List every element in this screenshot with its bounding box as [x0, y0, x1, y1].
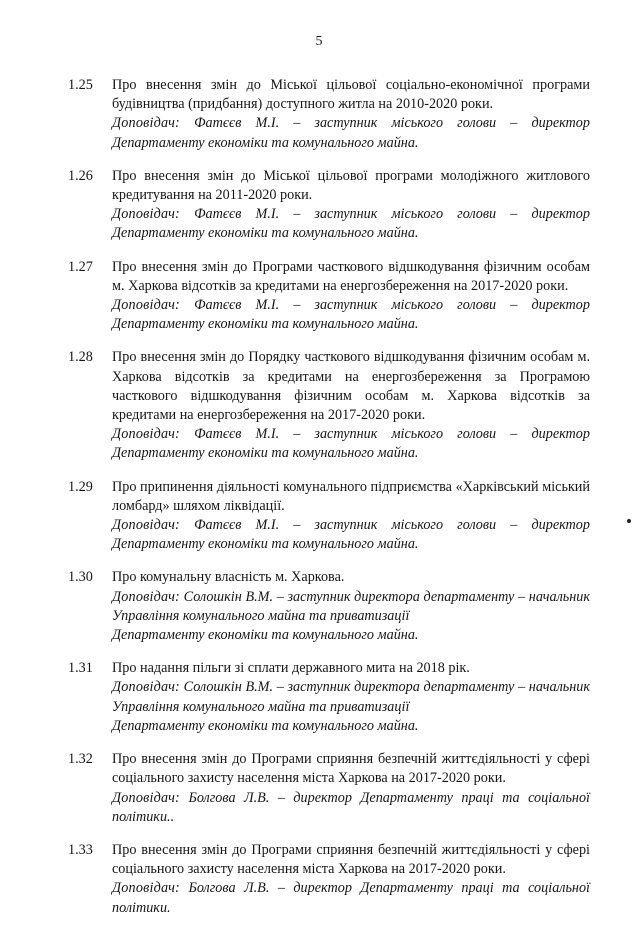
agenda-list [68, 76, 590, 932]
item-title: Про комунальну власність м. Харкова. [112, 569, 345, 586]
speaker-label: Доповідач: [112, 297, 180, 314]
speaker-text: Фатєєв М.І. – заступник міського голови – директор [194, 297, 590, 314]
item-title: Про внесення змін до Міської цільової соціально-економічної програми будівництва (придбання) доступного житла на 2010-2020 роки. [112, 77, 590, 113]
speaker-text: Фатєєв М.І. – заступник міського голови – директор [194, 115, 590, 132]
item-number: 1.29 [68, 478, 93, 495]
item-title: Про припинення діяльності комунального підприємства «Харківський міський ломбард» шляхом ліквідації. [112, 478, 590, 514]
agenda-item [68, 478, 590, 555]
agenda-item [68, 841, 590, 918]
item-title: Про внесення змін до Програми сприяння безпечній життєдіяльності у сфері соціального захисту населення міста Харкова на 2017-2020 роки. [112, 841, 590, 878]
speaker-label: Доповідач: [112, 206, 180, 223]
speaker-line [112, 205, 590, 224]
agenda-item [68, 659, 590, 736]
agenda-item [68, 348, 590, 463]
item-number: 1.31 [68, 660, 93, 677]
speaker-label: Доповідач: [112, 115, 180, 132]
speaker-label: Доповідач: [112, 588, 180, 605]
agenda-item [68, 76, 590, 153]
speaker-line [112, 588, 590, 626]
page-number: 5 [315, 34, 323, 49]
speaker-text: Солошкін В.М. – заступник директора департаменту – начальник Управління комунального майна та приватизації [112, 588, 590, 624]
agenda-item [68, 258, 590, 335]
speaker-label: Доповідач: [112, 789, 180, 806]
speaker-line [112, 114, 590, 133]
scan-speck [627, 519, 631, 523]
speaker-line [112, 425, 590, 444]
department-line: Департаменту економіки та комунального майна. [112, 316, 419, 333]
speaker-text: Болгова Л.В. – директор Департаменту праці та соціальної політики. [112, 880, 591, 916]
speaker-label: Доповідач: [112, 880, 180, 897]
item-title: Про внесення змін до Програми сприяння безпечній життєдіяльності у сфері соціального захисту населення міста Харкова на 2017-2020 роки. [112, 751, 590, 787]
department-line: Департаменту економіки та комунального майна. [112, 627, 419, 644]
speaker-label: Доповідач: [112, 679, 180, 696]
speaker-line [112, 516, 590, 535]
item-number: 1.33 [68, 841, 93, 858]
item-number: 1.27 [68, 258, 93, 275]
department-line: Департаменту економіки та комунального майна. [112, 717, 419, 734]
item-title: Про надання пільги зі сплати державного мита на 2018 рік. [112, 660, 470, 677]
item-title: Про внесення змін до Програми часткового відшкодування фізичним особам м. Харкова відсотків за кредитами на енергозбереження на 2017-2020 роки. [112, 258, 590, 294]
item-title: Про внесення змін до Міської цільової програми молодіжного житлового кредитування на 2011-2020 роки. [112, 167, 590, 204]
item-number: 1.30 [68, 569, 93, 586]
speaker-label: Доповідач: [112, 426, 180, 443]
department-line: Департаменту економіки та комунального майна. [112, 445, 419, 462]
speaker-line [112, 789, 590, 827]
speaker-text: Фатєєв М.І. – заступник міського голови – директор [194, 206, 590, 223]
item-number: 1.26 [68, 167, 93, 184]
department-line: Департаменту економіки та комунального майна. [112, 225, 419, 242]
item-number: 1.25 [68, 77, 93, 93]
department-line: Департаменту економіки та комунального майна. [112, 134, 419, 151]
item-title: Про внесення змін до Порядку часткового відшкодування фізичним особам м. Харкова відсотків за кредитами на енергозбереження за Програмою часткового відшкодування фізичним особам м. Харкова відсотків за кредитами на енергозбереження на 2017-2020 роки. [112, 349, 590, 424]
speaker-line [112, 678, 590, 716]
speaker-label: Доповідач: [112, 517, 180, 534]
speaker-text: Болгова Л.В. – директор Департаменту праці та соціальної політики.. [112, 789, 591, 825]
agenda-item [68, 750, 590, 827]
item-number: 1.32 [68, 751, 93, 768]
speaker-text: Фатєєв М.І. – заступник міського голови – директор [194, 426, 590, 443]
speaker-line [112, 879, 590, 917]
speaker-text: Фатєєв М.І. – заступник міського голови – директор [194, 517, 590, 534]
speaker-text: Солошкін В.М. – заступник директора департаменту – начальник Управління комунального майна та приватизації [112, 679, 590, 715]
speaker-line [112, 296, 590, 315]
agenda-item [68, 568, 590, 645]
item-number: 1.28 [68, 349, 93, 366]
department-line: Департаменту економіки та комунального майна. [112, 536, 419, 553]
agenda-item [68, 167, 590, 244]
